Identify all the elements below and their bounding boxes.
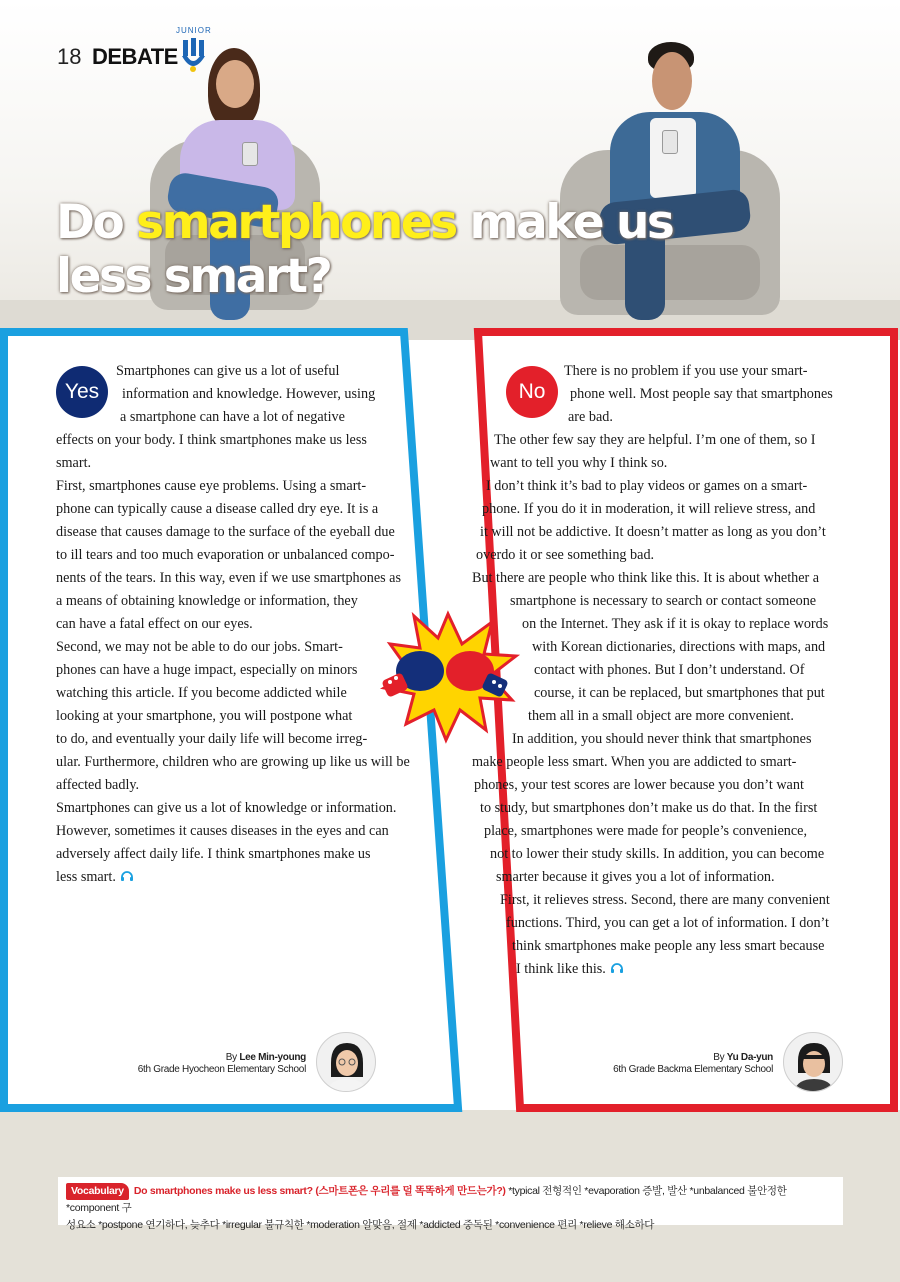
no-line: with Korean dictionaries, directions with maps, and <box>532 639 826 655</box>
no-line: In addition, you should never think that smartphones <box>512 731 812 747</box>
girl-face <box>216 60 254 108</box>
junior-logo-text: JUNIOR <box>176 26 212 35</box>
yes-line: a means of obtaining knowledge or information, they <box>56 593 358 609</box>
yes-line: disease that causes damage to the surface of the eyeball due <box>56 524 395 540</box>
yes-line: adversely affect daily life. I think smartphones make us <box>56 846 371 862</box>
author-photo-icon <box>317 1033 376 1092</box>
page-title <box>56 196 696 304</box>
man-phone <box>662 130 678 154</box>
no-line-last <box>516 958 863 981</box>
yes-byline <box>120 1052 306 1076</box>
section-title: DEBATE <box>92 44 178 69</box>
yes-line-last <box>56 866 410 889</box>
junior-logo-icon <box>179 36 207 74</box>
yes-line: to ill tears and too much evaporation or unbalanced compo- <box>56 547 395 563</box>
yes-author: Lee Min-young <box>239 1052 306 1063</box>
no-line: I think like this. <box>516 961 606 977</box>
no-line: it will not be addictive. It doesn’t matter as long as you don’t <box>480 524 826 540</box>
yes-line: affected badly. <box>56 777 140 793</box>
no-line: think smartphones make people any less smart because <box>512 938 825 954</box>
title-part1: Do <box>56 195 137 250</box>
no-byline <box>600 1052 773 1076</box>
no-line: to study, but smartphones don’t make us do that. In the first <box>480 800 818 816</box>
yes-line: First, smartphones cause eye problems. Using a smart- <box>56 478 367 494</box>
no-line: course, it can be replaced, but smartphones that put <box>534 685 825 701</box>
yes-line: can have a fatal effect on our eyes. <box>56 616 253 632</box>
yes-line: phones can have a huge impact, especially on minors <box>56 662 358 678</box>
yes-line: a smartphone can have a lot of negative <box>120 409 345 425</box>
no-line: them all in a small object are more convenient. <box>528 708 794 724</box>
no-line: overdo it or see something bad. <box>476 547 655 563</box>
no-argument <box>472 360 833 981</box>
yes-line: information and knowledge. However, using <box>122 386 376 402</box>
no-line: not to lower their study skills. In addition, you can become <box>490 846 825 862</box>
headphones-icon <box>120 870 134 882</box>
no-line: I don’t think it’s bad to play videos or games on a smart- <box>486 478 808 494</box>
yes-line: Smartphones can give us a lot of useful <box>116 363 340 379</box>
no-line: phones, your test scores are lower because you don’t want <box>474 777 804 793</box>
yes-line: effects on your body. I think smartphones make us less <box>56 432 367 448</box>
yes-author-avatar <box>316 1032 376 1092</box>
no-line: place, smartphones were made for people’s convenience, <box>484 823 808 839</box>
yes-argument <box>56 360 410 889</box>
author-photo-icon <box>784 1033 843 1092</box>
no-badge: No <box>506 366 558 418</box>
no-by-prefix: By <box>713 1052 727 1063</box>
no-line: on the Internet. They ask if it is okay to replace words <box>522 616 829 632</box>
no-line: smartphone is necessary to search or contact someone <box>510 593 817 609</box>
vocabulary-heading: Do smartphones make us less smart? (스마트폰은 우리를 덜 똑똑하게 만드는가?) <box>133 1185 506 1197</box>
no-author-avatar <box>783 1032 843 1092</box>
yes-line: However, sometimes it causes diseases in the eyes and can <box>56 823 389 839</box>
hero-photo <box>0 0 900 340</box>
yes-line: ular. Furthermore, children who are growing up like us will be <box>56 754 410 770</box>
no-line: The other few say they are helpful. I’m one of them, so I <box>494 432 816 448</box>
title-highlight: smartphones <box>136 195 456 250</box>
yes-line: Second, we may not be able to do our jobs. Smart- <box>56 639 343 655</box>
yes-line: nents of the tears. In this way, even if we use smartphones as <box>56 570 402 586</box>
no-line: There is no problem if you use your smart- <box>564 363 808 379</box>
yes-line: less smart. <box>56 869 116 885</box>
yes-school: 6th Grade Hyocheon Elementary School <box>137 1064 306 1075</box>
yes-badge: Yes <box>56 366 108 418</box>
yes-line: phone can typically cause a disease called dry eye. It is a <box>56 501 379 517</box>
yes-line: smart. <box>56 455 92 471</box>
no-line: phone well. Most people say that smartphones <box>570 386 833 402</box>
man-face <box>652 52 692 110</box>
no-line: smarter because it gives you a lot of information. <box>496 869 775 885</box>
no-line: functions. Third, you can get a lot of information. I don’t <box>506 915 829 931</box>
title-part2: make us <box>455 195 673 250</box>
vocabulary-line1: *typical 전형적인 *evaporation 증발, 발산 *unbalanced 불안정한 *component 구 <box>66 1185 787 1214</box>
yes-line: looking at your smartphone, you will postpone what <box>56 708 353 724</box>
vocabulary-tag: Vocabulary <box>66 1183 129 1200</box>
headphones-icon <box>610 962 624 974</box>
girl-phone <box>242 142 258 166</box>
no-school: 6th Grade Backma Elementary School <box>613 1064 773 1075</box>
no-author: Yu Da-yun <box>726 1052 773 1063</box>
vocabulary-box <box>58 1177 843 1231</box>
no-line: But there are people who think like this. It is about whether a <box>472 570 820 586</box>
yes-by-prefix: By <box>225 1052 240 1063</box>
no-line: want to tell you why I think so. <box>490 455 668 471</box>
yes-line: to do, and eventually your daily life will become irreg- <box>56 731 368 747</box>
vocabulary-line2: 성요소 *postpone 연기하다, 늦추다 *irregular 불규칙한 *moderation 알맞음, 절제 *addicted 중독된 *convenience 편리 *relieve 해소하다 <box>66 1219 655 1231</box>
no-line: First, it relieves stress. Second, there are many convenient <box>500 892 830 908</box>
page-number: 18 <box>57 44 82 69</box>
no-line: make people less smart. When you are addicted to smart- <box>472 754 797 770</box>
yes-line: Smartphones can give us a lot of knowledge or information. <box>56 800 397 816</box>
no-line: phone. If you do it in moderation, it will relieve stress, and <box>482 501 816 517</box>
no-line: contact with phones. But I don’t understand. Of <box>534 662 805 678</box>
title-line2: less smart? <box>56 249 331 304</box>
yes-line: watching this article. If you become addicted while <box>56 685 347 701</box>
junior-logo <box>176 26 210 78</box>
no-line: are bad. <box>568 409 613 425</box>
